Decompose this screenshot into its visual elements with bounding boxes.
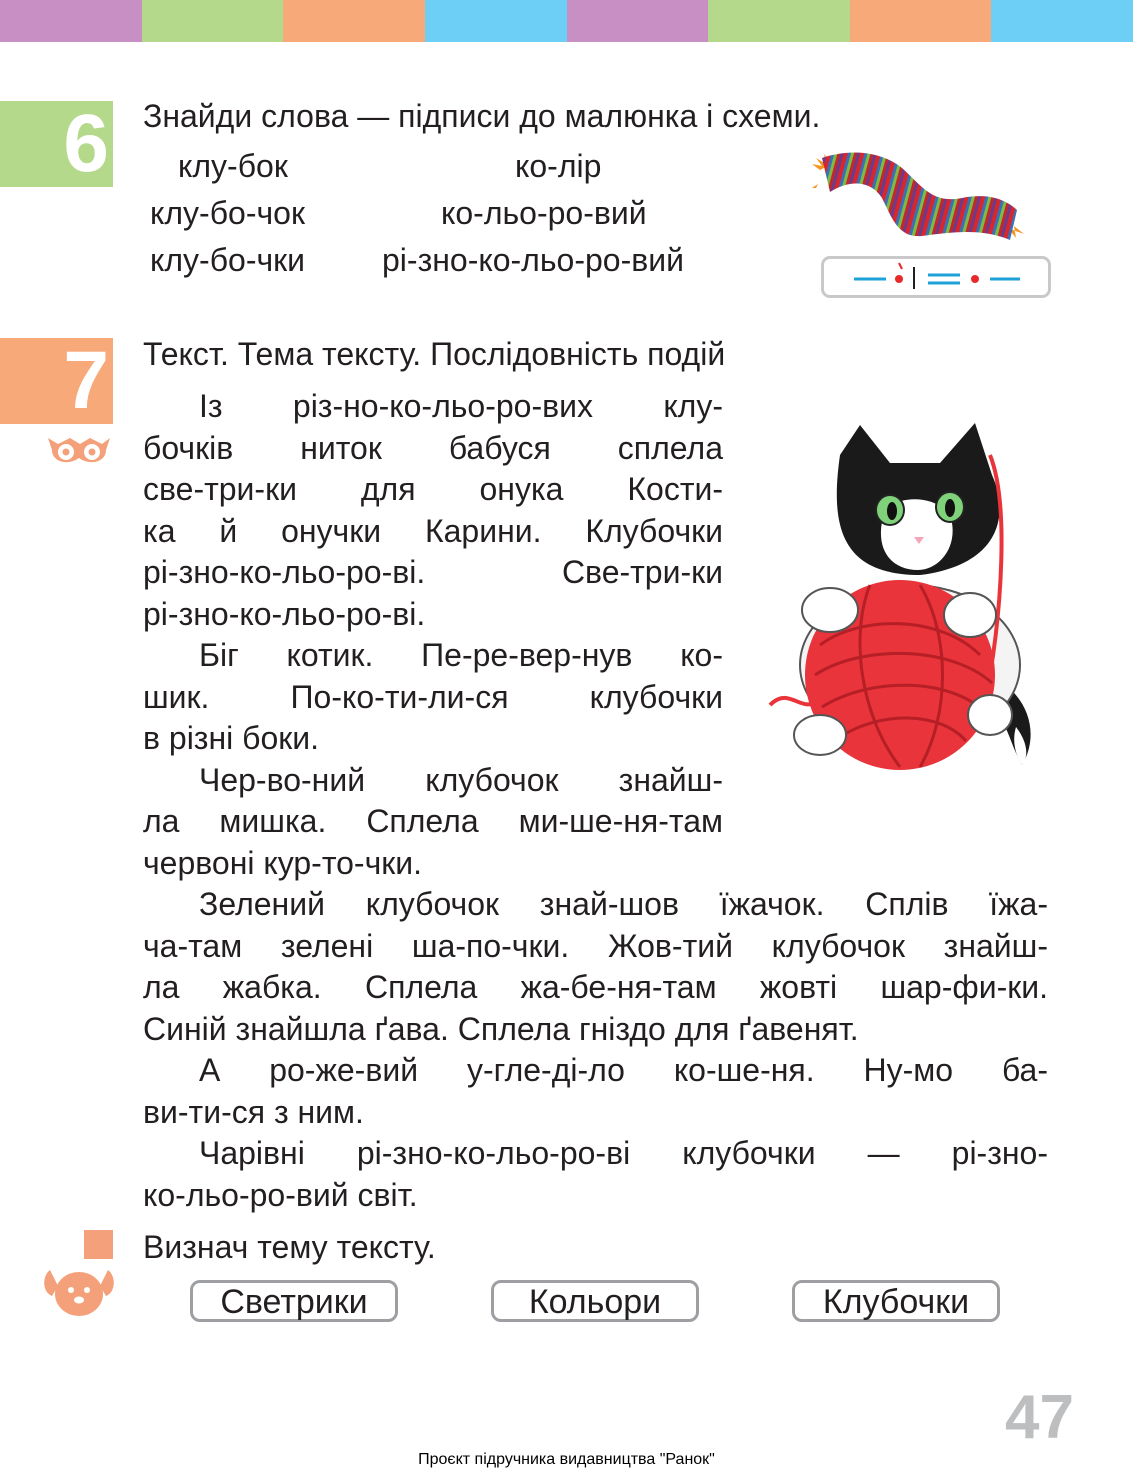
puppy-face-icon xyxy=(42,1266,116,1318)
kitten-with-yarn-ball-picture xyxy=(760,415,1045,775)
word-right-1: ко-лір xyxy=(515,148,602,184)
text-line: червоні кур-то-чки. xyxy=(143,844,423,881)
owl-eyes-icon xyxy=(44,432,114,468)
color-stripe xyxy=(0,0,142,42)
color-stripe xyxy=(850,0,992,42)
text-line: Із різ-но-ко-льо-ро-вих клу- xyxy=(199,388,723,424)
question-marker xyxy=(84,1230,113,1259)
striped-scarf-picture xyxy=(812,148,1034,248)
text-line: ча-там зелені ша-по-чки. Жов-тий клубочок знайш- xyxy=(143,927,1048,964)
word-left-1: клу-бок xyxy=(178,148,288,184)
answer-option-klubochky[interactable]: Клубочки xyxy=(792,1280,1000,1322)
text-block-wide xyxy=(143,884,1048,1216)
text-line: бочків ниток бабуся сплела xyxy=(143,429,723,466)
task-7-heading: Текст. Тема тексту. Послідовність подій xyxy=(143,336,726,372)
task-7-number: 7 xyxy=(63,335,109,426)
text-line: рі-зно-ко-льо-ро-ві. xyxy=(143,595,426,632)
text-line: А ро-же-вий у-гле-ді-ло ко-ше-ня. Ну-мо ба- xyxy=(199,1052,1048,1088)
text-line: ла жабка. Сплела жа-бе-ня-там жовті шар-фи-ки. xyxy=(143,969,1048,1005)
scheme-glyphs xyxy=(824,259,1048,295)
text-line: Біг котик. Пе-ре-вер-нув ко- xyxy=(199,637,723,673)
top-color-bar xyxy=(0,0,1133,42)
word-left-3: клу-бо-чки xyxy=(150,242,306,278)
text-line: Чарівні рі-зно-ко-льо-ро-ві клубочки — рі-зно- xyxy=(199,1135,1048,1171)
task-6-heading: Знайди слова — підписи до малюнка і схеми. xyxy=(143,98,821,134)
text-line: ка й онучки Карини. Клубочки xyxy=(143,512,723,549)
text-line: ко-льо-ро-вий світ. xyxy=(143,1176,418,1213)
text-line: шик. По-ко-ти-ли-ся клубочки xyxy=(143,678,723,715)
color-stripe xyxy=(425,0,567,42)
question-text: Визнач тему тексту. xyxy=(143,1229,436,1265)
color-stripe xyxy=(142,0,284,42)
text-line: Зелений клубочок знай-шов їжачок. Сплів їжа- xyxy=(199,886,1048,922)
answer-option-kolory[interactable]: Кольори xyxy=(491,1280,699,1322)
text-line: рі-зно-ко-льо-ро-ві. Све-три-ки xyxy=(143,554,723,590)
color-stripe xyxy=(567,0,709,42)
word-right-2: ко-льо-ро-вий xyxy=(441,195,647,231)
word-right-3: рі-зно-ко-льо-ро-вий xyxy=(382,242,684,278)
answer-option-svetryky[interactable]: Светрики xyxy=(190,1280,398,1322)
text-line: све-три-ки для онука Кости- xyxy=(143,471,723,507)
text-block-narrow xyxy=(143,386,723,884)
word-scheme-picture xyxy=(821,256,1051,298)
text-line: Синій знайшла ґава. Сплела гніздо для ґавенят. xyxy=(143,1010,859,1047)
task-6-number-tab xyxy=(0,98,113,189)
color-stripe xyxy=(283,0,425,42)
task-7-number-tab xyxy=(0,335,113,426)
color-stripe xyxy=(708,0,850,42)
text-line: ви-ти-ся з ним. xyxy=(143,1093,364,1130)
color-stripe xyxy=(991,0,1133,42)
task-6-number: 6 xyxy=(63,98,109,189)
page-number: 47 xyxy=(1005,1383,1074,1452)
word-left-2: клу-бо-чок xyxy=(150,195,305,231)
footer-publisher: Проєкт підручника видавництва "Ранок" xyxy=(418,1451,715,1468)
text-line: Чер-во-ний клубочок знайш- xyxy=(199,761,723,798)
text-line: в різні боки. xyxy=(143,720,320,756)
text-line: ла мишка. Сплела ми-ше-ня-там xyxy=(143,803,723,839)
